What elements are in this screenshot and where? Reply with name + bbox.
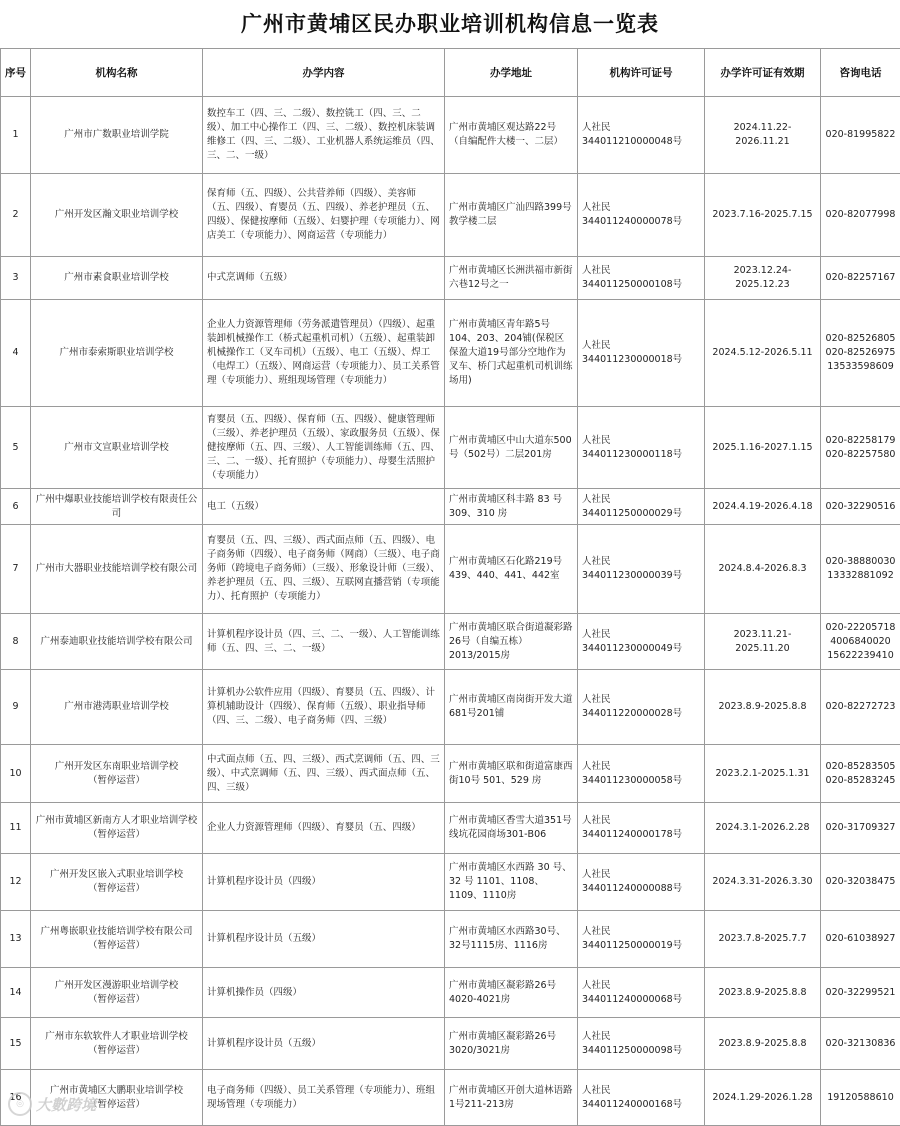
header-cell: 办学许可证有效期 <box>705 49 821 97</box>
phone-line: 020-31709327 <box>825 821 896 835</box>
table-row <box>1 489 900 525</box>
phone <box>821 257 900 300</box>
row-number: 12 <box>1 854 31 911</box>
row-number: 8 <box>1 614 31 670</box>
license-validity: 2024.5.12-2026.5.11 <box>705 300 821 407</box>
watermark-text: 大數跨境 <box>36 1094 96 1115</box>
license-number: 人社民344011250000029号 <box>578 489 705 525</box>
training-content: 计算机程序设计员（四、三、二、一级）、人工智能训练师（五、四、三、二、一级） <box>203 614 445 670</box>
institution-name-line: （暂停运营） <box>35 774 198 788</box>
row-number: 1 <box>1 97 31 174</box>
phone <box>821 745 900 803</box>
header-cell: 机构名称 <box>31 49 203 97</box>
institution-name-line: （暂停运营） <box>35 828 198 842</box>
table-row <box>1 670 900 745</box>
header-cell: 咨询电话 <box>821 49 900 97</box>
row-number: 7 <box>1 525 31 614</box>
table-row <box>1 525 900 614</box>
table-row <box>1 745 900 803</box>
license-validity: 2024.4.19-2026.4.18 <box>705 489 821 525</box>
institution-name-line: （暂停运营） <box>35 1098 198 1112</box>
license-number: 人社民344011250000019号 <box>578 911 705 968</box>
address: 广州市黄埔区水西路 30 号、32 号 1101、1108、1109、1110房 <box>445 854 578 911</box>
phone-line: 020-82077998 <box>825 208 896 222</box>
institution-name <box>31 257 203 300</box>
institution-name <box>31 300 203 407</box>
license-number: 人社民344011220000028号 <box>578 670 705 745</box>
training-content: 中式烹调师（五级） <box>203 257 445 300</box>
phone <box>821 1070 900 1126</box>
license-number: 人社民344011240000088号 <box>578 854 705 911</box>
institution-name-line: 广州泰迪职业技能培训学校有限公司 <box>35 635 198 649</box>
table-row <box>1 854 900 911</box>
institution-name <box>31 803 203 854</box>
institution-name-line: 广州中爆职业技能培训学校有限责任公司 <box>35 493 198 521</box>
row-number: 15 <box>1 1018 31 1070</box>
license-validity: 2023.8.9-2025.8.8 <box>705 670 821 745</box>
phone <box>821 614 900 670</box>
training-content: 电子商务师（四级）、员工关系管理（专项能力）、班组现场管理（专项能力） <box>203 1070 445 1126</box>
phone <box>821 407 900 489</box>
phone-line: 19120588610 <box>825 1091 896 1105</box>
header-cell: 办学地址 <box>445 49 578 97</box>
phone-line: 020-81995822 <box>825 128 896 142</box>
phone <box>821 97 900 174</box>
institution-name <box>31 174 203 257</box>
header-row <box>1 49 900 97</box>
phone <box>821 803 900 854</box>
training-content: 计算机程序设计员（五级） <box>203 911 445 968</box>
license-validity: 2024.3.1-2026.2.28 <box>705 803 821 854</box>
row-number: 14 <box>1 968 31 1018</box>
institution-name-line: 广州市黄埔区新南方人才职业培训学校 <box>35 814 198 828</box>
license-validity: 2024.3.31-2026.3.30 <box>705 854 821 911</box>
license-number: 人社民344011250000108号 <box>578 257 705 300</box>
license-number: 人社民344011250000098号 <box>578 1018 705 1070</box>
row-number: 9 <box>1 670 31 745</box>
address: 广州市黄埔区广汕四路399号教学楼二层 <box>445 174 578 257</box>
table-row <box>1 803 900 854</box>
training-content: 中式面点师（五、四、三级）、西式烹调师（五、四、三级）、中式烹调师（五、四、三级）、西式面点师（五、四、三级） <box>203 745 445 803</box>
training-content: 企业人力资源管理师（劳务派遣管理员）（四级）、起重装卸机械操作工（桥式起重机司机）（五级）、起重装卸机械操作工（叉车司机）（五级）、电工（五级）、焊工（电焊工）（五级）、网商运营（专项能力）、员工关系管理（专项能力）、班组现场管理（专项能力） <box>203 300 445 407</box>
address: 广州市黄埔区开创大道林语路1号211-213房 <box>445 1070 578 1126</box>
phone-line: 020-61038927 <box>825 932 896 946</box>
phone-line: 020-82526805 <box>825 332 896 346</box>
license-validity: 2025.1.16-2027.1.15 <box>705 407 821 489</box>
address: 广州市黄埔区中山大道东500号（502号）二层201房 <box>445 407 578 489</box>
phone-line: 020-82272723 <box>825 700 896 714</box>
logo-icon: ◎ <box>8 1092 32 1116</box>
row-number: 16 <box>1 1070 31 1126</box>
institution-name <box>31 97 203 174</box>
phone-line: 13533598609 <box>825 360 896 374</box>
row-number: 2 <box>1 174 31 257</box>
phone-line: 15622239410 <box>825 649 896 663</box>
license-number: 人社民344011230000118号 <box>578 407 705 489</box>
institution-name-line: 广州市黄埔区大鹏职业培训学校 <box>35 1084 198 1098</box>
institution-name-line: 广州市大器职业技能培训学校有限公司 <box>35 562 198 576</box>
row-number: 11 <box>1 803 31 854</box>
institution-name-line: （暂停运营） <box>35 1044 198 1058</box>
address: 广州市黄埔区石化路219号439、440、441、442室 <box>445 525 578 614</box>
table-row <box>1 407 900 489</box>
address: 广州市黄埔区南岗街开发大道681号201铺 <box>445 670 578 745</box>
license-number: 人社民344011230000058号 <box>578 745 705 803</box>
license-number: 人社民344011230000049号 <box>578 614 705 670</box>
address: 广州市黄埔区联合街道凝彩路26号（自编五栋）2013/2015房 <box>445 614 578 670</box>
training-content: 企业人力资源管理师（四级）、育婴员（五、四级） <box>203 803 445 854</box>
phone-line: 020-22205718 <box>825 621 896 635</box>
table-row <box>1 911 900 968</box>
table-row <box>1 97 900 174</box>
license-validity: 2024.8.4-2026.8.3 <box>705 525 821 614</box>
phone <box>821 300 900 407</box>
address: 广州市黄埔区凝彩路26号4020-4021房 <box>445 968 578 1018</box>
training-content: 计算机办公软件应用（四级）、育婴员（五、四级）、计算机辅助设计（四级）、保育师（五级）、职业指导师（四、三、二级）、电子商务师（四、三级） <box>203 670 445 745</box>
license-validity: 2024.11.22-2026.11.21 <box>705 97 821 174</box>
institution-name-line: 广州市文宣职业培训学校 <box>35 441 198 455</box>
license-validity: 2023.7.8-2025.7.7 <box>705 911 821 968</box>
institution-name <box>31 489 203 525</box>
phone <box>821 670 900 745</box>
license-number: 人社民344011240000068号 <box>578 968 705 1018</box>
institution-name <box>31 1018 203 1070</box>
address: 广州市黄埔区水西路30号、32号1115房、1116房 <box>445 911 578 968</box>
institution-name-line: 广州开发区漫游职业培训学校 <box>35 979 198 993</box>
table-body <box>1 97 900 1126</box>
phone-line: 020-32290516 <box>825 500 896 514</box>
institution-name-line: 广州市广数职业培训学院 <box>35 128 198 142</box>
license-number: 人社民344011230000039号 <box>578 525 705 614</box>
phone <box>821 968 900 1018</box>
license-number: 人社民344011230000018号 <box>578 300 705 407</box>
page-title: 广州市黄埔区民办职业培训机构信息一览表 <box>0 0 900 48</box>
address: 广州市黄埔区凝彩路26号3020/3021房 <box>445 1018 578 1070</box>
phone <box>821 489 900 525</box>
license-number: 人社民344011210000048号 <box>578 97 705 174</box>
address: 广州市黄埔区长洲洪福市新街六巷12号之一 <box>445 257 578 300</box>
institution-name-line: 广州粤嵌职业技能培训学校有限公司 <box>35 925 198 939</box>
phone-line: 020-82257580 <box>825 448 896 462</box>
institution-name <box>31 525 203 614</box>
phone-line: 020-85283505 <box>825 760 896 774</box>
institution-name <box>31 854 203 911</box>
table-row <box>1 174 900 257</box>
phone-line: 020-32038475 <box>825 875 896 889</box>
phone <box>821 1018 900 1070</box>
training-content: 计算机程序设计员（五级） <box>203 1018 445 1070</box>
institution-name-line: 广州开发区嵌入式职业培训学校 <box>35 868 198 882</box>
license-validity: 2023.11.21-2025.11.20 <box>705 614 821 670</box>
institution-name-line: 广州市东软软件人才职业培训学校 <box>35 1030 198 1044</box>
row-number: 10 <box>1 745 31 803</box>
phone <box>821 911 900 968</box>
phone-line: 020-82526975 <box>825 346 896 360</box>
license-validity: 2023.12.24-2025.12.23 <box>705 257 821 300</box>
license-validity: 2024.1.29-2026.1.28 <box>705 1070 821 1126</box>
institution-name-line: 广州市泰索斯职业培训学校 <box>35 346 198 360</box>
license-validity: 2023.2.1-2025.1.31 <box>705 745 821 803</box>
phone-line: 020-82258179 <box>825 434 896 448</box>
institution-name <box>31 614 203 670</box>
license-validity: 2023.8.9-2025.8.8 <box>705 968 821 1018</box>
phone-line: 020-85283245 <box>825 774 896 788</box>
phone <box>821 174 900 257</box>
institution-name-line: 广州市港湾职业培训学校 <box>35 700 198 714</box>
watermark <box>8 1092 96 1116</box>
license-validity: 2023.7.16-2025.7.15 <box>705 174 821 257</box>
training-content: 保育师（五、四级）、公共营养师（四级）、美容师（五、四级）、育婴员（五、四级）、养老护理员（五、四级）、保健按摩师（五级）、妇婴护理（专项能力）、网店美工（专项能力）、网商运营（专项能力） <box>203 174 445 257</box>
address: 广州市黄埔区观达路22号（自编配件大楼一、二层） <box>445 97 578 174</box>
training-content: 育婴员（五、四级）、保育师（五、四级）、健康管理师（三级）、养老护理员（五级）、家政服务员（五级）、保健按摩师（五、四、三级）、人工智能训练师（五、四、三、二、一级）、托育照护（专项能力）、母婴生活照护（专项能力） <box>203 407 445 489</box>
phone-line: 020-32130836 <box>825 1037 896 1051</box>
institution-name <box>31 968 203 1018</box>
phone-line: 020-38880030 <box>825 555 896 569</box>
institution-name-line: 广州开发区东南职业培训学校 <box>35 760 198 774</box>
phone <box>821 525 900 614</box>
row-number: 13 <box>1 911 31 968</box>
row-number: 3 <box>1 257 31 300</box>
training-content: 数控车工（四、三、二级）、数控铣工（四、三、二级）、加工中心操作工（四、三、二级）、数控机床装调维修工（四、三、二级）、工业机器人系统运维员（四、三、二、一级） <box>203 97 445 174</box>
license-number: 人社民344011240000168号 <box>578 1070 705 1126</box>
training-content: 电工（五级） <box>203 489 445 525</box>
phone-line: 020-32299521 <box>825 986 896 1000</box>
institution-table <box>0 48 900 1126</box>
table-row <box>1 300 900 407</box>
header-cell: 机构许可证号 <box>578 49 705 97</box>
header-cell: 序号 <box>1 49 31 97</box>
institution-name-line: （暂停运营） <box>35 993 198 1007</box>
institution-name-line: （暂停运营） <box>35 882 198 896</box>
table-row <box>1 968 900 1018</box>
institution-name <box>31 670 203 745</box>
license-number: 人社民344011240000078号 <box>578 174 705 257</box>
address: 广州市黄埔区香雪大道351号线坑花园商场301-B06 <box>445 803 578 854</box>
address: 广州市黄埔区科丰路 83 号 309、310 房 <box>445 489 578 525</box>
row-number: 5 <box>1 407 31 489</box>
phone <box>821 854 900 911</box>
row-number: 6 <box>1 489 31 525</box>
institution-name-line: （暂停运营） <box>35 939 198 953</box>
row-number: 4 <box>1 300 31 407</box>
institution-name-line: 广州开发区瀚文职业培训学校 <box>35 208 198 222</box>
table-row <box>1 614 900 670</box>
phone-line: 020-82257167 <box>825 271 896 285</box>
training-content: 计算机操作员（四级） <box>203 968 445 1018</box>
license-number: 人社民344011240000178号 <box>578 803 705 854</box>
institution-name <box>31 407 203 489</box>
phone-line: 4006840020 <box>825 635 896 649</box>
table-row <box>1 257 900 300</box>
phone-line: 13332881092 <box>825 569 896 583</box>
license-validity: 2023.8.9-2025.8.8 <box>705 1018 821 1070</box>
institution-name <box>31 911 203 968</box>
table-row <box>1 1070 900 1126</box>
institution-name-line: 广州市素食职业培训学校 <box>35 271 198 285</box>
table-row <box>1 1018 900 1070</box>
training-content: 计算机程序设计员（四级） <box>203 854 445 911</box>
header-cell: 办学内容 <box>203 49 445 97</box>
address: 广州市黄埔区联和街道富康西街10号 501、529 房 <box>445 745 578 803</box>
institution-name <box>31 745 203 803</box>
address: 广州市黄埔区青年路5号104、203、204铺(保税区保盈大道19号部分空地作为叉车、桥门式起重机司机训练场用) <box>445 300 578 407</box>
training-content: 育婴员（五、四、三级）、西式面点师（五、四级）、电子商务师（四级）、电子商务师（网商）（三级）、电子商务师（跨境电子商务师）（三级）、形象设计师（三级）、养老护理员（五、四、三级）、互联网直播营销（专项能力）、托育照护（专项能力） <box>203 525 445 614</box>
